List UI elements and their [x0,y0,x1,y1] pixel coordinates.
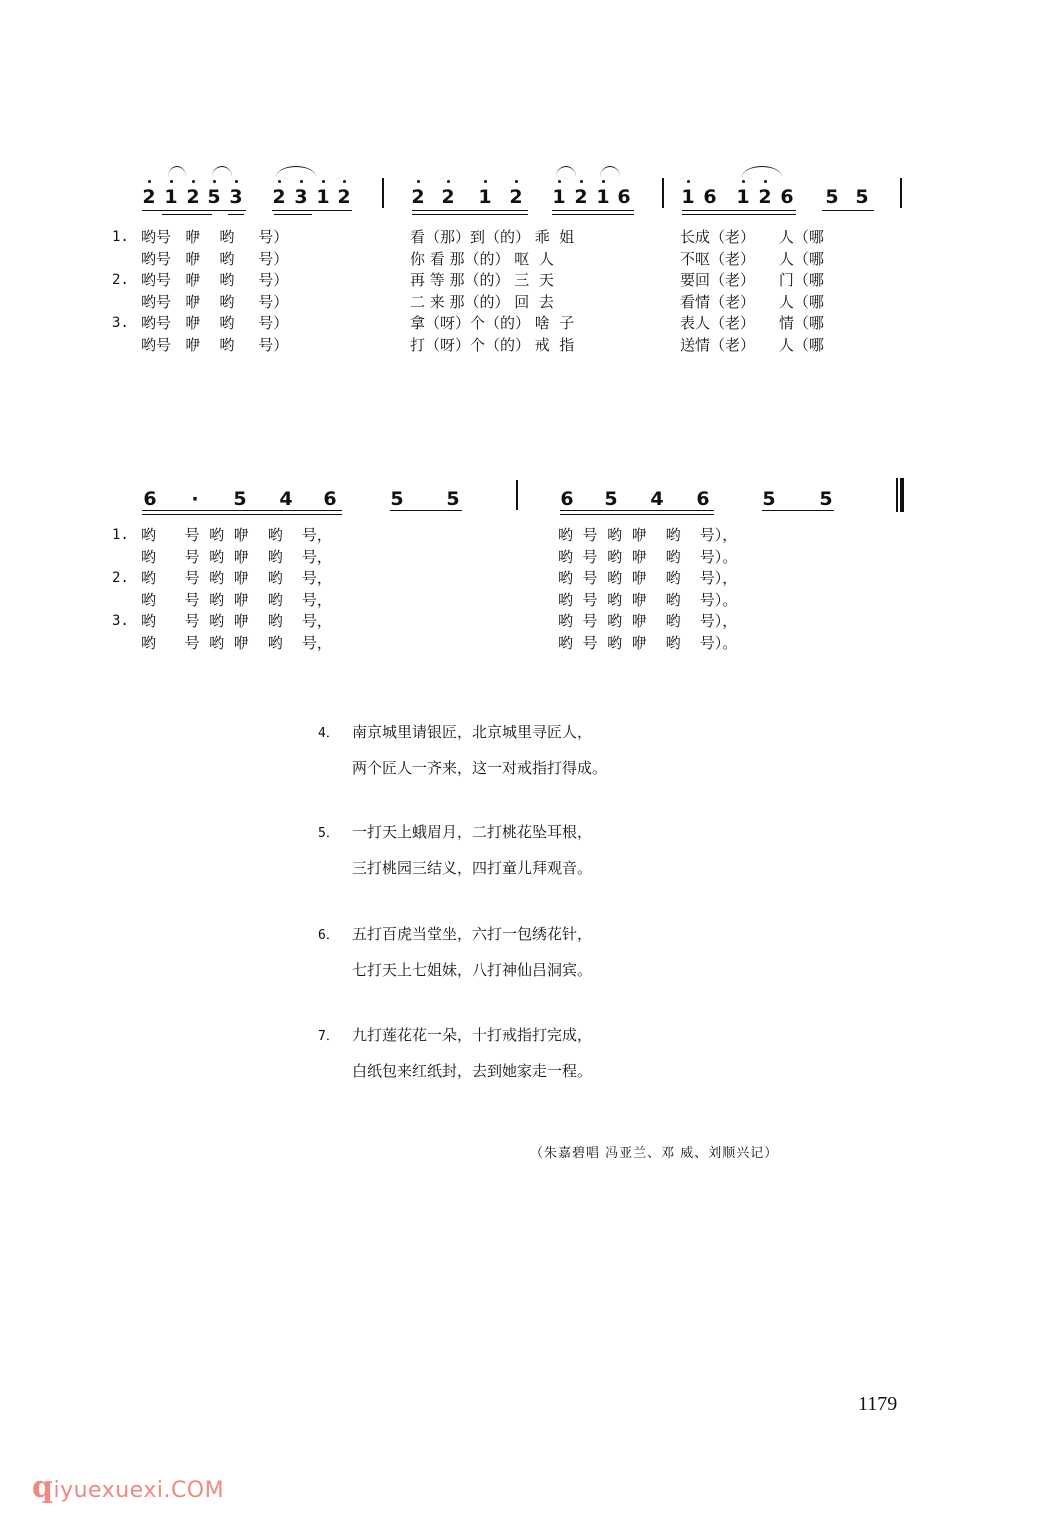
note: 6 [617,186,631,208]
lyric-line: 哟 号 哟 咿 哟 号）。 [558,633,738,652]
note: 6 [560,488,574,510]
stanza-number: 6． [318,928,339,943]
watermark-logo-icon: q [32,1470,54,1505]
lyric-line: 哟 号 哟 咿 哟 号， [141,569,332,587]
final-barline-thick [900,478,904,512]
note: 6 [143,488,157,510]
stanza-line: 五打百虎当堂坐，六打一包绣花针， [352,925,593,943]
verse-number: 1. [112,527,129,543]
stanza-line: 九打莲花花一朵，十打戒指打完成， [352,1026,593,1044]
lyric-line: 哟 号 哟 咿 哟 号）， [558,569,738,587]
lyric-line: 送情（老） 人（哪 [680,335,824,354]
slur [742,166,782,177]
system-2-notation [0,488,1054,528]
note: 6 [696,488,710,510]
lyric-line: 二 来 那（的） 回 去 [410,292,554,311]
note: 5 [233,488,247,510]
lyric-line: 哟号 咿 哟 号） [141,292,289,311]
barline [662,178,664,208]
note: 1 [161,186,181,208]
lyric-line: 哟 号 哟 咿 哟 号）， [558,526,738,544]
stanza-4 [318,715,607,785]
stanza-line: 两个匠人一齐来，这一对戒指打得成。 [352,759,608,777]
note: 2 [183,186,203,208]
lyric-line: 你 看 那（的） 呕 人 [410,249,554,268]
page-number: 1179 [858,1393,898,1415]
note: 2 [506,186,526,208]
stanza-line: 三打桃园三结义，四打童儿拜观音。 [352,859,593,877]
lyric-line: 哟 号 哟 咿 哟 号）， [558,612,738,630]
verse-number: 1. [112,229,129,245]
lyric-line: 不呕（老） 人（哪 [680,249,824,268]
note: 1 [678,186,698,208]
note: 2 [334,186,354,208]
lyric-line: 哟号 咿 哟 号） [141,314,289,332]
stanza-7 [318,1018,592,1088]
verse-number: 2. [112,272,129,288]
lyric-line: 看（那）到（的） 乖 姐 [410,228,575,246]
note: 5 [855,186,869,208]
note: 2 [139,186,159,208]
note: 3 [291,186,311,208]
watermark [32,1470,224,1505]
note: 5 [446,488,460,510]
note: 6 [780,186,794,208]
stanza-number: 5． [318,826,339,841]
performer-credit: （朱嘉碧唱 冯亚兰、邓 威、刘顺兴记） [530,1146,779,1161]
final-barline-thin [896,478,898,512]
lyric-line: 再 等 那（的） 三 天 [410,271,554,289]
note: 1 [313,186,333,208]
barline [382,178,384,208]
lyric-line: 看情（老） 人（哪 [680,292,824,311]
note: 6 [323,488,337,510]
lyric-line: 哟 号 哟 咿 哟 号， [141,633,332,652]
stanza-line: 白纸包来红纸封，去到她家走一程。 [352,1062,593,1080]
note: 5 [204,186,224,208]
note: 6 [703,186,717,208]
stanza-line: 七打天上七姐妹，八打神仙吕洞宾。 [352,961,593,979]
note: 1 [593,186,613,208]
note: 3 [226,186,246,208]
watermark-text: iyuexuexi.COM [53,1478,225,1503]
note: 5 [604,488,618,510]
note: 2 [269,186,289,208]
slur [212,166,232,177]
lyric-line: 哟号 咿 哟 号） [141,249,289,268]
barline [516,480,518,510]
lyric-line: 哟 号 哟 咿 哟 号， [141,547,332,566]
system-2-lyrics [0,525,1054,657]
note: 4 [650,488,664,510]
lyric-line: 要回（老） 门（哪 [680,271,824,289]
slur [600,166,620,177]
note: 2 [408,186,428,208]
stanza-line: 南京城里请银匠，北京城里寻匠人， [352,723,593,741]
note: 2 [438,186,458,208]
stanza-line: 一打天上蛾眉月，二打桃花坠耳根， [352,823,593,841]
system-1-lyrics [0,227,1054,359]
lyric-line: 哟号 咿 哟 号） [141,335,289,354]
lyric-line: 哟 号 哟 咿 哟 号， [141,612,332,630]
note: 1 [733,186,753,208]
lyric-line: 哟号 咿 哟 号） [141,271,289,289]
lyric-line: 哟 号 哟 咿 哟 号， [141,590,332,609]
note: 5 [819,488,833,510]
note: · [191,488,199,510]
stanza-5 [318,815,592,885]
note: 5 [825,186,839,208]
verse-number: 3. [112,315,129,331]
note: 2 [755,186,775,208]
lyric-line: 哟 号 哟 咿 哟 号）。 [558,590,738,609]
note: 1 [549,186,569,208]
note: 2 [571,186,591,208]
slur [276,166,316,177]
lyric-line: 表人（老） 情（哪 [680,314,824,332]
slur [168,166,186,177]
note: 5 [390,488,404,510]
barline [900,178,902,208]
lyric-line: 打（呀）个（的） 戒 指 [410,335,575,354]
stanza-number: 7． [318,1029,339,1044]
lyric-line: 哟号 咿 哟 号） [141,228,289,246]
verse-number: 3. [112,613,129,629]
note: 5 [762,488,776,510]
note: 4 [279,488,293,510]
stanza-6 [318,917,592,987]
note: 1 [475,186,495,208]
system-1-notation [0,186,1054,226]
lyric-line: 拿（呀）个（的） 啥 子 [410,314,575,332]
stanza-number: 4． [318,726,339,741]
slur [556,166,576,177]
verse-number: 2. [112,570,129,586]
lyric-line: 哟 号 哟 咿 哟 号）。 [558,547,738,566]
lyric-line: 长成（老） 人（哪 [680,228,824,246]
lyric-line: 哟 号 哟 咿 哟 号， [141,526,332,544]
